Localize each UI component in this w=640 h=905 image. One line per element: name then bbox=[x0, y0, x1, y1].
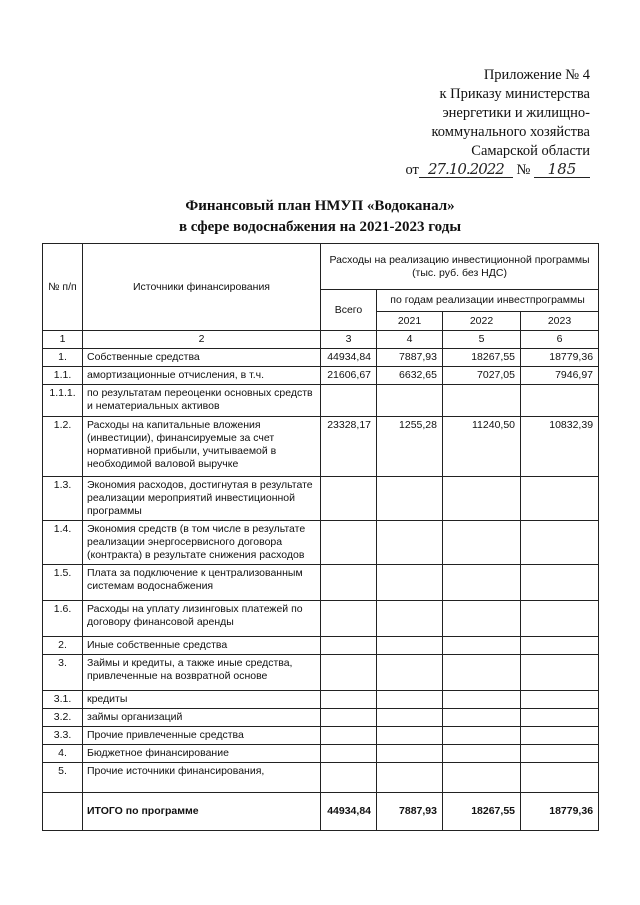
row-value-2021: 7887,93 bbox=[377, 349, 443, 367]
row-value-2023 bbox=[521, 385, 599, 417]
row-value-2022 bbox=[443, 709, 521, 727]
row-index: 1.5. bbox=[43, 565, 83, 601]
table-row bbox=[43, 709, 599, 727]
row-total: 44934,84 bbox=[321, 793, 377, 831]
header-source: Источники финансирования bbox=[83, 244, 321, 331]
col-number-1: 1 bbox=[43, 331, 83, 349]
row-value-2022 bbox=[443, 655, 521, 691]
row-value-2023 bbox=[521, 477, 599, 521]
row-index: 1.6. bbox=[43, 601, 83, 637]
row-value-2023 bbox=[521, 655, 599, 691]
row-value-2022 bbox=[443, 601, 521, 637]
row-index: 3.2. bbox=[43, 709, 83, 727]
row-value-2022 bbox=[443, 477, 521, 521]
row-value-2021 bbox=[377, 727, 443, 745]
row-index: 3. bbox=[43, 655, 83, 691]
row-value-2021 bbox=[377, 763, 443, 793]
date-prefix: от bbox=[405, 162, 419, 178]
table-row bbox=[43, 521, 599, 565]
row-total bbox=[321, 565, 377, 601]
row-source-name: Бюджетное финансирование bbox=[83, 745, 321, 763]
header-expenses: Расходы на реализацию инвестиционной программы (тыс. руб. без НДС) bbox=[321, 244, 599, 290]
row-value-2022 bbox=[443, 691, 521, 709]
row-source-name: кредиты bbox=[83, 691, 321, 709]
col-number-6: 6 bbox=[521, 331, 599, 349]
row-value-2021 bbox=[377, 745, 443, 763]
table-row bbox=[43, 349, 599, 367]
handwritten-date: 27.10.2022 bbox=[419, 162, 513, 178]
row-index: 1. bbox=[43, 349, 83, 367]
row-value-2022 bbox=[443, 727, 521, 745]
row-total bbox=[321, 637, 377, 655]
row-value-2022 bbox=[443, 763, 521, 793]
row-value-2023 bbox=[521, 691, 599, 709]
row-total bbox=[321, 763, 377, 793]
row-value-2023: 10832,39 bbox=[521, 417, 599, 477]
row-source-name: амортизационные отчисления, в т.ч. bbox=[83, 367, 321, 385]
row-value-2022 bbox=[443, 745, 521, 763]
col-number-3: 3 bbox=[321, 331, 377, 349]
header-num: № п/п bbox=[43, 244, 83, 331]
row-total bbox=[321, 709, 377, 727]
row-value-2021 bbox=[377, 521, 443, 565]
title-line-2: в сфере водоснабжения на 2021-2023 годы bbox=[178, 219, 462, 235]
row-source-name: Собственные средства bbox=[83, 349, 321, 367]
appendix-line-2: к Приказу министерства bbox=[439, 86, 590, 102]
header-year-2023: 2023 bbox=[521, 312, 599, 331]
header-total: Всего bbox=[321, 290, 377, 331]
row-value-2021 bbox=[377, 655, 443, 691]
appendix-line-1: Приложение № 4 bbox=[483, 67, 590, 83]
col-number-2: 2 bbox=[83, 331, 321, 349]
table-row bbox=[43, 637, 599, 655]
table-row bbox=[43, 417, 599, 477]
row-index: 1.3. bbox=[43, 477, 83, 521]
row-value-2021 bbox=[377, 565, 443, 601]
row-value-2022 bbox=[443, 637, 521, 655]
row-total bbox=[321, 385, 377, 417]
row-total: 23328,17 bbox=[321, 417, 377, 477]
row-value-2023 bbox=[521, 565, 599, 601]
row-total bbox=[321, 477, 377, 521]
table-row bbox=[43, 601, 599, 637]
title-line-1: Финансовый план НМУП «Водоканал» bbox=[185, 198, 455, 214]
table-row bbox=[43, 655, 599, 691]
row-index bbox=[43, 793, 83, 831]
appendix-line-4: коммунального хозяйства bbox=[431, 124, 590, 140]
row-value-2021: 1255,28 bbox=[377, 417, 443, 477]
row-value-2023 bbox=[521, 745, 599, 763]
row-value-2023: 7946,97 bbox=[521, 367, 599, 385]
handwritten-number: 185 bbox=[534, 162, 590, 178]
row-total bbox=[321, 691, 377, 709]
row-total bbox=[321, 601, 377, 637]
row-index: 1.2. bbox=[43, 417, 83, 477]
row-value-2023 bbox=[521, 763, 599, 793]
appendix-line-3: энергетики и жилищно- bbox=[442, 105, 590, 121]
row-source-name: по результатам переоценки основных средств и нематериальных активов bbox=[83, 385, 321, 417]
row-total: 21606,67 bbox=[321, 367, 377, 385]
col-number-5: 5 bbox=[443, 331, 521, 349]
row-index: 5. bbox=[43, 763, 83, 793]
row-value-2023 bbox=[521, 521, 599, 565]
row-value-2022: 18267,55 bbox=[443, 349, 521, 367]
row-value-2022 bbox=[443, 521, 521, 565]
appendix-line-5: Самарской области bbox=[471, 143, 590, 159]
table-row bbox=[43, 477, 599, 521]
row-source-name: ИТОГО по программе bbox=[83, 793, 321, 831]
row-index: 4. bbox=[43, 745, 83, 763]
header-year-2021: 2021 bbox=[377, 312, 443, 331]
row-source-name: Расходы на капитальные вложения (инвестиции), финансируемые за счет нормативной прибыли, учитываемой в необходимой валовой выручке bbox=[83, 417, 321, 477]
row-source-name: Иные собственные средства bbox=[83, 637, 321, 655]
row-value-2023: 18779,36 bbox=[521, 793, 599, 831]
row-value-2021 bbox=[377, 601, 443, 637]
row-index: 3.1. bbox=[43, 691, 83, 709]
row-total: 44934,84 bbox=[321, 349, 377, 367]
row-value-2023 bbox=[521, 727, 599, 745]
row-value-2021 bbox=[377, 477, 443, 521]
appendix-date-line bbox=[330, 161, 590, 180]
header-by-years: по годам реализации инвестпрограммы bbox=[377, 290, 599, 312]
financial-plan-table bbox=[42, 243, 599, 831]
row-index: 2. bbox=[43, 637, 83, 655]
row-value-2023 bbox=[521, 709, 599, 727]
row-index: 3.3. bbox=[43, 727, 83, 745]
row-source-name: Прочие привлеченные средства bbox=[83, 727, 321, 745]
row-total bbox=[321, 655, 377, 691]
total-row bbox=[43, 793, 599, 831]
row-value-2021 bbox=[377, 385, 443, 417]
document-title bbox=[0, 196, 640, 238]
row-total bbox=[321, 727, 377, 745]
row-index: 1.1. bbox=[43, 367, 83, 385]
row-value-2023: 18779,36 bbox=[521, 349, 599, 367]
appendix-block bbox=[330, 66, 590, 180]
number-label: № bbox=[516, 162, 531, 178]
table-row bbox=[43, 385, 599, 417]
row-source-name: Плата за подключение к централизованным системам водоснабжения bbox=[83, 565, 321, 601]
row-value-2021 bbox=[377, 691, 443, 709]
row-total bbox=[321, 745, 377, 763]
row-source-name: займы организаций bbox=[83, 709, 321, 727]
row-value-2021 bbox=[377, 709, 443, 727]
row-index: 1.1.1. bbox=[43, 385, 83, 417]
table-row bbox=[43, 691, 599, 709]
row-value-2023 bbox=[521, 601, 599, 637]
row-source-name: Расходы на уплату лизинговых платежей по договору финансовой аренды bbox=[83, 601, 321, 637]
col-number-4: 4 bbox=[377, 331, 443, 349]
row-value-2021: 7887,93 bbox=[377, 793, 443, 831]
row-value-2022: 7027,05 bbox=[443, 367, 521, 385]
row-value-2021 bbox=[377, 637, 443, 655]
table-row bbox=[43, 565, 599, 601]
row-value-2022: 18267,55 bbox=[443, 793, 521, 831]
row-total bbox=[321, 521, 377, 565]
row-value-2022: 11240,50 bbox=[443, 417, 521, 477]
row-index: 1.4. bbox=[43, 521, 83, 565]
row-source-name: Экономия расходов, достигнутая в результате реализации мероприятий инвестиционной программы bbox=[83, 477, 321, 521]
row-source-name: Займы и кредиты, а также иные средства, привлеченные на возвратной основе bbox=[83, 655, 321, 691]
table-row bbox=[43, 763, 599, 793]
row-value-2022 bbox=[443, 385, 521, 417]
row-value-2021: 6632,65 bbox=[377, 367, 443, 385]
row-value-2022 bbox=[443, 565, 521, 601]
row-value-2023 bbox=[521, 637, 599, 655]
row-source-name: Экономия средств (в том числе в результате реализации энергосервисного договора (контракта) в результате снижения расходов bbox=[83, 521, 321, 565]
table-row bbox=[43, 727, 599, 745]
row-source-name: Прочие источники финансирования, bbox=[83, 763, 321, 793]
table-row bbox=[43, 745, 599, 763]
table-row bbox=[43, 367, 599, 385]
header-year-2022: 2022 bbox=[443, 312, 521, 331]
